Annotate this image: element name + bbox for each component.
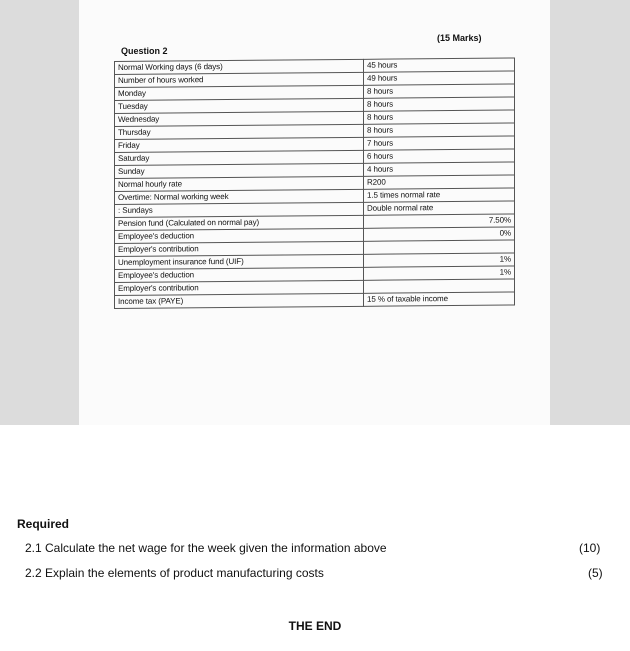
row-label: Income tax (PAYE) — [115, 293, 364, 308]
row-value: 8 hours — [364, 110, 515, 124]
row-value: 1% — [364, 253, 515, 267]
row-value: 8 hours — [364, 123, 515, 137]
row-label: Employer's contribution — [115, 280, 364, 295]
row-label: Sunday — [115, 163, 364, 178]
row-label: Employer's contribution — [115, 241, 364, 256]
question-title: Question 2 — [121, 46, 168, 56]
question-2-1-marks: (10) — [579, 541, 601, 555]
row-label: Wednesday — [115, 111, 364, 126]
row-value: 7.50% — [364, 214, 515, 228]
row-value — [364, 240, 515, 254]
row-value — [364, 279, 515, 293]
row-label: Saturday — [115, 150, 364, 165]
row-label: Friday — [115, 137, 364, 152]
row-value: 8 hours — [364, 84, 515, 98]
row-value: 0% — [364, 227, 515, 241]
instructions-section — [0, 425, 630, 651]
row-value: 7 hours — [364, 136, 515, 150]
table-row — [115, 292, 515, 308]
row-label: Monday — [115, 85, 364, 100]
question-2-2: 2.2 Explain the elements of product manufacturing costs — [25, 566, 324, 580]
question-2-1: 2.1 Calculate the net wage for the week given the information above — [25, 541, 387, 555]
question-2-2-marks: (5) — [588, 566, 603, 580]
row-value: 6 hours — [364, 149, 515, 163]
row-value: 45 hours — [364, 58, 515, 72]
the-end: THE END — [288, 619, 342, 633]
row-value: R200 — [364, 175, 515, 189]
table-body — [115, 58, 515, 308]
question-table — [114, 58, 515, 309]
row-label: Normal Working days (6 days) — [115, 59, 364, 74]
row-label: : Sundays — [115, 202, 364, 217]
row-label: Pension fund (Calculated on normal pay) — [115, 215, 364, 230]
row-label: Employee's deduction — [115, 267, 364, 282]
row-label: Unemployment insurance fund (UIF) — [115, 254, 364, 269]
row-label: Thursday — [115, 124, 364, 139]
row-label: Overtime: Normal working week — [115, 189, 364, 204]
required-heading: Required — [17, 517, 70, 531]
row-value: Double normal rate — [364, 201, 515, 215]
row-label: Number of hours worked — [115, 72, 364, 87]
row-value: 49 hours — [364, 71, 515, 85]
row-value: 1% — [364, 266, 515, 280]
row-value: 1.5 times normal rate — [364, 188, 515, 202]
row-value: 15 % of taxable income — [364, 292, 515, 306]
row-label: Normal hourly rate — [115, 176, 364, 191]
row-value: 4 hours — [364, 162, 515, 176]
row-value: 8 hours — [364, 97, 515, 111]
row-label: Tuesday — [115, 98, 364, 113]
marks-total: (15 Marks) — [437, 33, 482, 43]
row-label: Employee's deduction — [115, 228, 364, 243]
